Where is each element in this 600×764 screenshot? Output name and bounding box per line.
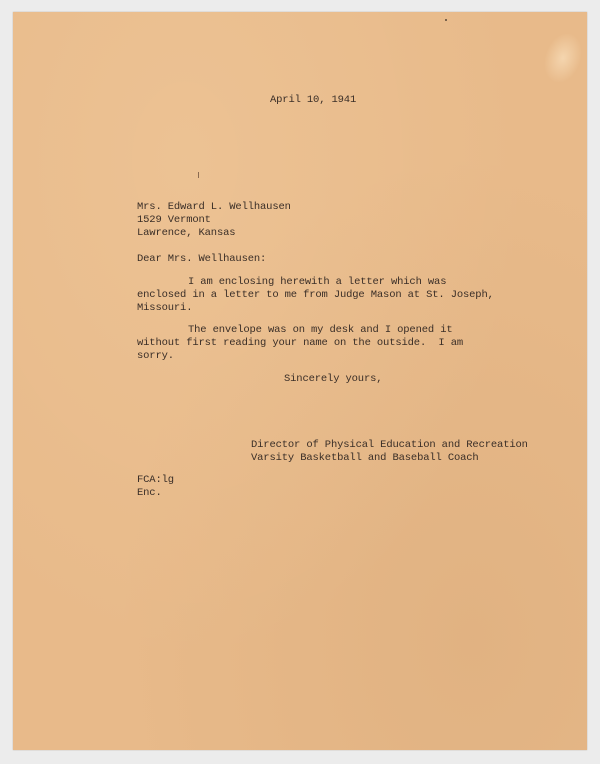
salutation: Dear Mrs. Wellhausen: — [137, 253, 267, 265]
recipient-street: 1529 Vermont — [137, 214, 211, 226]
paragraph-2-line-1: The envelope was on my desk and I opened it — [188, 324, 453, 336]
typist-initials: FCA:lg — [137, 474, 174, 486]
enclosure-note: Enc. — [137, 487, 162, 499]
letter-date: April 10, 1941 — [270, 94, 357, 106]
paper-stain — [537, 27, 589, 88]
paragraph-1-line-3: Missouri. — [137, 302, 193, 314]
pencil-tick-mark — [198, 172, 199, 178]
paragraph-2-line-3: sorry. — [137, 350, 174, 362]
signature-title-line-1: Director of Physical Education and Recreation — [251, 439, 528, 451]
recipient-city: Lawrence, Kansas — [137, 227, 236, 239]
recipient-name: Mrs. Edward L. Wellhausen — [137, 201, 291, 213]
closing: Sincerely yours, — [284, 373, 383, 385]
signature-title-line-2: Varsity Basketball and Baseball Coach — [251, 452, 479, 464]
ink-speck — [445, 19, 447, 21]
paragraph-2-line-2: without first reading your name on the outside. I am — [137, 337, 464, 349]
paragraph-1-line-2: enclosed in a letter to me from Judge Mason at St. Joseph, — [137, 289, 494, 301]
paragraph-1-line-1: I am enclosing herewith a letter which was — [188, 276, 447, 288]
